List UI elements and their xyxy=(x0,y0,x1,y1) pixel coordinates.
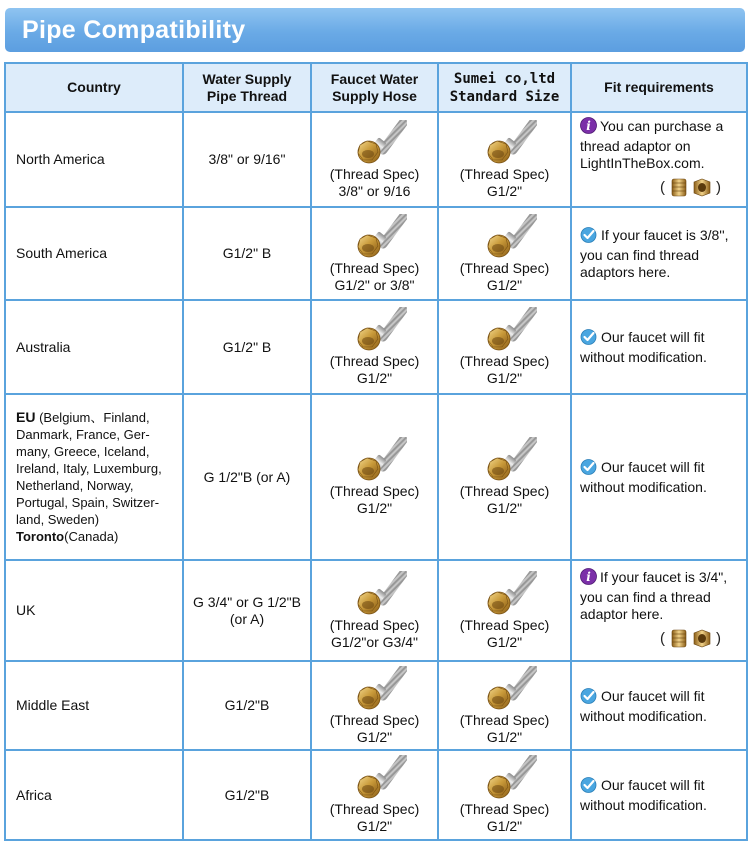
purple-info-icon xyxy=(580,117,597,138)
braided-hose-fitting-icon xyxy=(439,120,570,166)
braided-hose-fitting-icon xyxy=(312,120,437,166)
braided-hose-fitting-icon xyxy=(439,307,570,353)
water-supply-thread-cell xyxy=(183,394,311,560)
fit-text: You can purchase a thread adaptor on LightInTheBox.com. xyxy=(580,118,724,171)
faucet-hose-cell xyxy=(311,750,438,840)
braided-hose-fitting-icon xyxy=(439,437,570,483)
svg-text:(: ( xyxy=(660,179,665,196)
thread-value: G1/2"B xyxy=(224,786,270,803)
blue-check-icon xyxy=(580,226,598,247)
sumei-spec-value: G1/2" xyxy=(486,276,523,293)
page-title: Pipe Compatibility xyxy=(22,16,246,44)
fit-text-block xyxy=(580,776,740,814)
water-supply-thread-cell xyxy=(183,300,311,394)
fit-text-block xyxy=(580,687,740,725)
country-toronto-tail: (Canada) xyxy=(64,529,119,544)
faucet-spec-value: G1/2" xyxy=(356,728,393,745)
header-water-supply-label: Water Supply Pipe Thread xyxy=(202,70,292,104)
table-row xyxy=(5,661,747,750)
sumei-spec-value: G1/2" xyxy=(486,818,523,834)
country-name: UK xyxy=(16,602,36,618)
fit-text: Our faucet will fit without modification. xyxy=(580,777,707,813)
fit-text-block xyxy=(580,226,740,281)
sumei-size-cell xyxy=(438,661,571,750)
table-row xyxy=(5,560,747,661)
thread-value: 3/8" or 9/16" xyxy=(208,151,286,167)
header-country xyxy=(5,63,183,112)
water-supply-thread-cell xyxy=(183,560,311,661)
table-row xyxy=(5,300,747,394)
fit-requirement-cell xyxy=(571,750,747,840)
sumei-size-cell xyxy=(438,750,571,840)
thread-value: G1/2"B xyxy=(224,697,270,713)
water-supply-thread-cell xyxy=(183,750,311,840)
braided-hose-fitting-icon xyxy=(312,571,437,617)
table-row xyxy=(5,750,747,840)
header-water-supply xyxy=(183,63,311,112)
thread-value: G 1/2"B (or A) xyxy=(203,468,291,485)
fit-text-block xyxy=(580,328,740,366)
thread-value: G 3/4" or G 1/2"B (or A) xyxy=(193,593,301,627)
header-faucet-hose-label: Faucet Water Supply Hose xyxy=(330,70,419,104)
header-country-label: Country xyxy=(67,79,121,95)
sumei-spec-value: G1/2" xyxy=(486,633,523,650)
country-name: Middle East xyxy=(16,697,90,713)
country-name: North America xyxy=(16,151,105,167)
fit-text: Our faucet will fit without modification. xyxy=(580,459,707,495)
braided-hose-fitting-icon xyxy=(439,214,570,260)
thread-spec-label: (Thread Spec) xyxy=(459,711,550,728)
sumei-size-cell xyxy=(438,112,571,207)
country-cell xyxy=(5,560,183,661)
thread-adaptor-image xyxy=(580,176,740,202)
table-row xyxy=(5,112,747,207)
sumei-size-cell xyxy=(438,207,571,300)
country-cell xyxy=(5,112,183,207)
braided-hose-fitting-icon xyxy=(312,755,437,801)
country-name: South America xyxy=(16,245,108,261)
svg-text:): ) xyxy=(716,630,721,647)
fit-requirement-cell xyxy=(571,560,747,661)
table-header-row xyxy=(5,63,747,112)
water-supply-thread-cell xyxy=(183,661,311,750)
braided-hose-fitting-icon xyxy=(439,571,570,617)
purple-info-icon xyxy=(580,568,597,589)
faucet-hose-cell xyxy=(311,300,438,394)
faucet-hose-cell xyxy=(311,560,438,661)
country-region-eu: EU xyxy=(16,409,36,425)
country-cell xyxy=(5,661,183,750)
thread-spec-label: (Thread Spec) xyxy=(329,801,420,817)
country-cell xyxy=(5,394,183,560)
thread-adaptor-image xyxy=(580,627,740,653)
table-row xyxy=(5,394,747,560)
faucet-hose-cell xyxy=(311,661,438,750)
title-banner xyxy=(5,8,745,52)
thread-spec-label: (Thread Spec) xyxy=(459,353,550,369)
thread-spec-label: (Thread Spec) xyxy=(329,711,420,728)
country-cell xyxy=(5,750,183,840)
water-supply-thread-cell xyxy=(183,112,311,207)
header-faucet-hose xyxy=(311,63,438,112)
blue-check-icon xyxy=(580,687,598,708)
table-row xyxy=(5,207,747,300)
country-region-toronto: Toronto xyxy=(16,529,65,544)
faucet-spec-value: G1/2"or G3/4" xyxy=(331,633,418,650)
svg-text:i: i xyxy=(586,570,591,584)
fit-text-block xyxy=(580,568,740,623)
faucet-hose-cell xyxy=(311,112,438,207)
thread-spec-label: (Thread Spec) xyxy=(329,259,420,276)
thread-spec-label: (Thread Spec) xyxy=(459,483,550,499)
faucet-spec-value: G1/2" or 3/8" xyxy=(334,276,415,293)
blue-check-icon xyxy=(580,328,598,349)
sumei-spec-value: G1/2" xyxy=(486,370,523,386)
fit-text: If your faucet is 3/4", you can find a thread adaptor here. xyxy=(580,569,728,622)
sumei-spec-value: G1/2" xyxy=(486,500,523,516)
header-fit xyxy=(571,63,747,112)
blue-check-icon xyxy=(580,776,598,797)
braided-hose-fitting-icon xyxy=(312,666,437,712)
fit-requirement-cell xyxy=(571,112,747,207)
water-supply-thread-cell xyxy=(183,207,311,300)
country-cell xyxy=(5,300,183,394)
sumei-size-cell xyxy=(438,300,571,394)
header-fit-label: Fit requirements xyxy=(604,79,714,95)
fit-text-block xyxy=(580,458,740,496)
braided-hose-fitting-icon xyxy=(439,666,570,712)
fit-text-block xyxy=(580,117,740,172)
thread-spec-label: (Thread Spec) xyxy=(329,616,420,633)
thread-spec-label: (Thread Spec) xyxy=(459,165,550,182)
braided-hose-fitting-icon xyxy=(312,437,437,483)
country-name: Australia xyxy=(16,338,71,355)
fit-text: If your faucet is 3/8'', you can find thread adaptors here. xyxy=(580,227,729,280)
thread-spec-label: (Thread Spec) xyxy=(459,259,550,276)
thread-spec-label: (Thread Spec) xyxy=(329,353,420,369)
sumei-size-cell xyxy=(438,394,571,560)
thread-spec-label: (Thread Spec) xyxy=(329,165,420,182)
faucet-hose-cell xyxy=(311,394,438,560)
country-eu-list: (Belgium、Finland, Danmark, France, Ger-many, Greece, Iceland, Ireland, Italy, Luxemburg, Netherland, Norway, Portugal, Spain, Switzer-land, Sweden) xyxy=(16,410,162,527)
faucet-hose-cell xyxy=(311,207,438,300)
braided-hose-fitting-icon xyxy=(439,755,570,801)
faucet-spec-value: 3/8" or 9/16 xyxy=(338,182,411,199)
fit-requirement-cell xyxy=(571,300,747,394)
braided-hose-fitting-icon xyxy=(312,214,437,260)
sumei-spec-value: G1/2" xyxy=(486,728,523,745)
sumei-spec-value: G1/2" xyxy=(486,182,523,199)
header-sumei-size xyxy=(438,63,571,112)
svg-text:(: ( xyxy=(660,630,665,647)
thread-spec-label: (Thread Spec) xyxy=(329,483,420,499)
fit-requirement-cell xyxy=(571,661,747,750)
fit-requirement-cell xyxy=(571,394,747,560)
faucet-spec-value: G1/2" xyxy=(356,370,393,386)
fit-requirement-cell xyxy=(571,207,747,300)
thread-value: G1/2" B xyxy=(222,338,272,355)
sumei-size-cell xyxy=(438,560,571,661)
thread-spec-label: (Thread Spec) xyxy=(459,616,550,633)
faucet-spec-value: G1/2" xyxy=(356,500,393,516)
fit-text: Our faucet will fit without modification. xyxy=(580,329,707,365)
thread-value: G1/2" B xyxy=(222,245,272,261)
fit-text: Our faucet will fit without modification. xyxy=(580,687,707,724)
country-name: Africa xyxy=(16,786,52,803)
country-cell xyxy=(5,207,183,300)
svg-text:): ) xyxy=(716,179,721,196)
header-sumei-label: Sumei co,ltd Standard Size xyxy=(449,70,560,105)
thread-spec-label: (Thread Spec) xyxy=(459,801,550,817)
compatibility-table xyxy=(4,62,748,841)
blue-check-icon xyxy=(580,458,598,479)
braided-hose-fitting-icon xyxy=(312,307,437,353)
svg-text:i: i xyxy=(586,119,591,133)
faucet-spec-value: G1/2" xyxy=(356,818,393,834)
